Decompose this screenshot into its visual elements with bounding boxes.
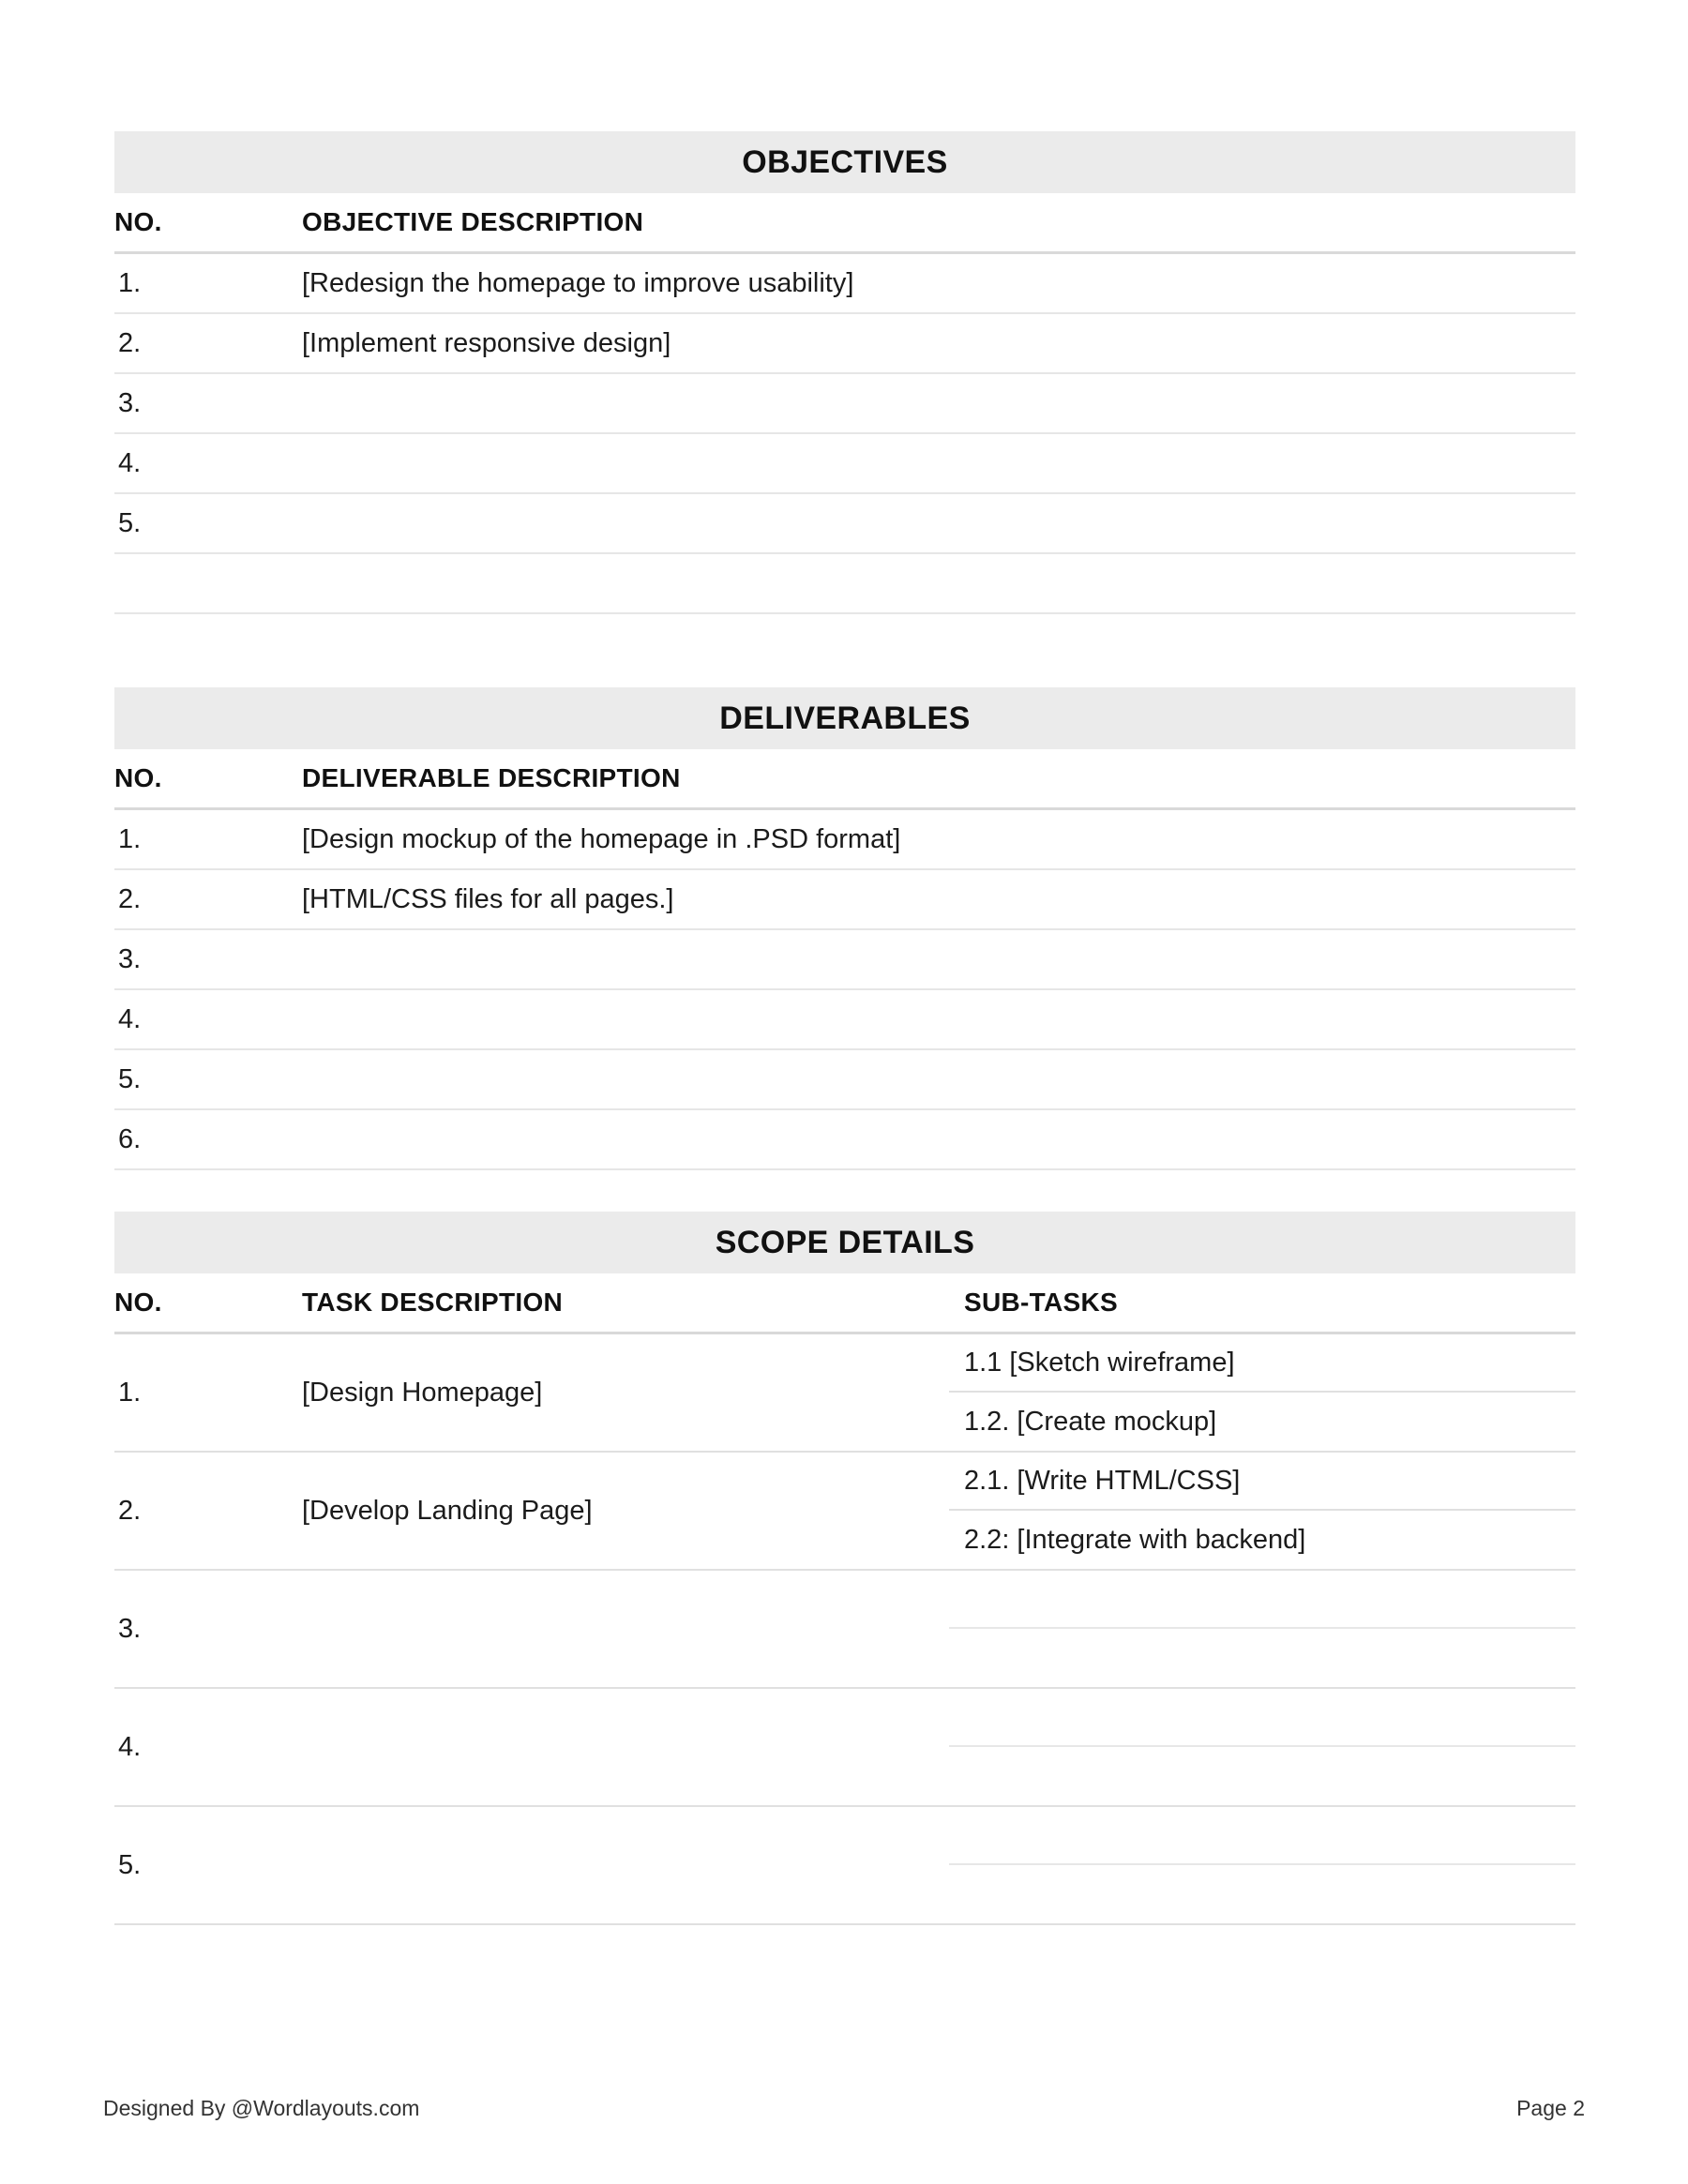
subtask-item[interactable] [949, 1689, 1575, 1747]
table-row[interactable] [114, 1109, 1575, 1169]
scope-row-task[interactable]: [Design Homepage] [276, 1333, 949, 1453]
scope-row-subtasks [949, 1333, 1575, 1453]
subtask-item[interactable] [949, 1571, 1575, 1629]
scope-header-no: NO. [114, 1273, 276, 1333]
objectives-row-no: 5. [114, 493, 276, 553]
scope-details-banner-title: SCOPE DETAILS [715, 1224, 975, 1260]
table-row[interactable] [114, 253, 1575, 314]
scope-row-task[interactable] [276, 1806, 949, 1924]
deliverables-row-no: 5. [114, 1049, 276, 1109]
table-row[interactable] [114, 313, 1575, 373]
objectives-row-no: 4. [114, 433, 276, 493]
footer-credit: Designed By @Wordlayouts.com [103, 2096, 420, 2120]
scope-row-task[interactable]: [Develop Landing Page] [276, 1452, 949, 1570]
objectives-row-no: 3. [114, 373, 276, 433]
table-row[interactable] [114, 809, 1575, 870]
table-row[interactable] [114, 989, 1575, 1049]
scope-row-subtasks [949, 1688, 1575, 1806]
scope-row-no: 2. [114, 1452, 276, 1570]
table-row[interactable] [114, 553, 1575, 613]
objectives-row-description[interactable] [276, 433, 1575, 493]
subtask-item[interactable] [949, 1747, 1575, 1805]
table-row[interactable] [114, 1570, 1575, 1688]
scope-row-no: 1. [114, 1333, 276, 1453]
deliverables-table [114, 749, 1575, 1170]
page-content [114, 131, 1575, 1925]
deliverables-row-no: 6. [114, 1109, 276, 1169]
section-spacer [114, 614, 1575, 687]
scope-row-task[interactable] [276, 1688, 949, 1806]
table-row[interactable] [114, 433, 1575, 493]
subtask-item[interactable]: 1.1 [Sketch wireframe] [949, 1334, 1575, 1393]
scope-details-header-row [114, 1273, 1575, 1333]
scope-details-section-banner [114, 1212, 1575, 1273]
table-row[interactable] [114, 373, 1575, 433]
objectives-row-description[interactable] [276, 553, 1575, 613]
scope-header-subtasks: SUB-TASKS [949, 1273, 1575, 1333]
scope-header-task: TASK DESCRIPTION [276, 1273, 949, 1333]
objectives-row-no [114, 553, 276, 613]
objectives-header-description: OBJECTIVE DESCRIPTION [276, 193, 1575, 253]
table-row[interactable] [114, 929, 1575, 989]
objectives-row-no: 2. [114, 313, 276, 373]
objectives-section-banner [114, 131, 1575, 193]
deliverables-row-description[interactable] [276, 1049, 1575, 1109]
objectives-row-description[interactable]: [Implement responsive design] [276, 313, 1575, 373]
deliverables-row-description[interactable]: [Design mockup of the homepage in .PSD format] [276, 809, 1575, 870]
objectives-banner-title: OBJECTIVES [742, 143, 948, 180]
deliverables-row-no: 3. [114, 929, 276, 989]
objectives-row-description[interactable]: [Redesign the homepage to improve usability] [276, 253, 1575, 314]
deliverables-row-description[interactable] [276, 989, 1575, 1049]
deliverables-row-no: 2. [114, 869, 276, 929]
deliverables-row-no: 4. [114, 989, 276, 1049]
deliverables-banner-title: DELIVERABLES [719, 700, 971, 736]
subtask-item[interactable] [949, 1865, 1575, 1923]
objectives-row-description[interactable] [276, 493, 1575, 553]
scope-row-subtasks [949, 1570, 1575, 1688]
table-row[interactable] [114, 869, 1575, 929]
table-row[interactable] [114, 1688, 1575, 1806]
deliverables-header-description: DELIVERABLE DESCRIPTION [276, 749, 1575, 809]
scope-details-table [114, 1273, 1575, 1925]
deliverables-row-description[interactable] [276, 1109, 1575, 1169]
subtask-item[interactable] [949, 1807, 1575, 1865]
scope-row-subtasks [949, 1806, 1575, 1924]
subtask-item[interactable]: 1.2. [Create mockup] [964, 1406, 1217, 1437]
subtask-item[interactable]: 2.1. [Write HTML/CSS] [949, 1453, 1575, 1511]
deliverables-row-no: 1. [114, 809, 276, 870]
table-row[interactable] [114, 493, 1575, 553]
scope-row-subtasks [949, 1452, 1575, 1570]
subtask-item[interactable]: 2.2: [Integrate with backend] [964, 1524, 1306, 1555]
scope-row-no: 3. [114, 1570, 276, 1688]
section-spacer [114, 1170, 1575, 1212]
scope-row-no: 4. [114, 1688, 276, 1806]
deliverables-row-description[interactable]: [HTML/CSS files for all pages.] [276, 869, 1575, 929]
footer-page-number: Page 2 [1516, 2096, 1585, 2120]
table-row[interactable] [114, 1333, 1575, 1453]
table-row[interactable] [114, 1806, 1575, 1924]
objectives-header-no: NO. [114, 193, 276, 253]
subtask-item[interactable] [949, 1629, 1575, 1687]
deliverables-section-banner [114, 687, 1575, 749]
page-footer [103, 2096, 1585, 2121]
deliverables-row-description[interactable] [276, 929, 1575, 989]
objectives-row-no: 1. [114, 253, 276, 314]
objectives-table [114, 193, 1575, 614]
scope-row-task[interactable] [276, 1570, 949, 1688]
deliverables-header-row [114, 749, 1575, 809]
objectives-row-description[interactable] [276, 373, 1575, 433]
table-row[interactable] [114, 1452, 1575, 1570]
deliverables-header-no: NO. [114, 749, 276, 809]
table-row[interactable] [114, 1049, 1575, 1109]
scope-row-no: 5. [114, 1806, 276, 1924]
objectives-header-row [114, 193, 1575, 253]
